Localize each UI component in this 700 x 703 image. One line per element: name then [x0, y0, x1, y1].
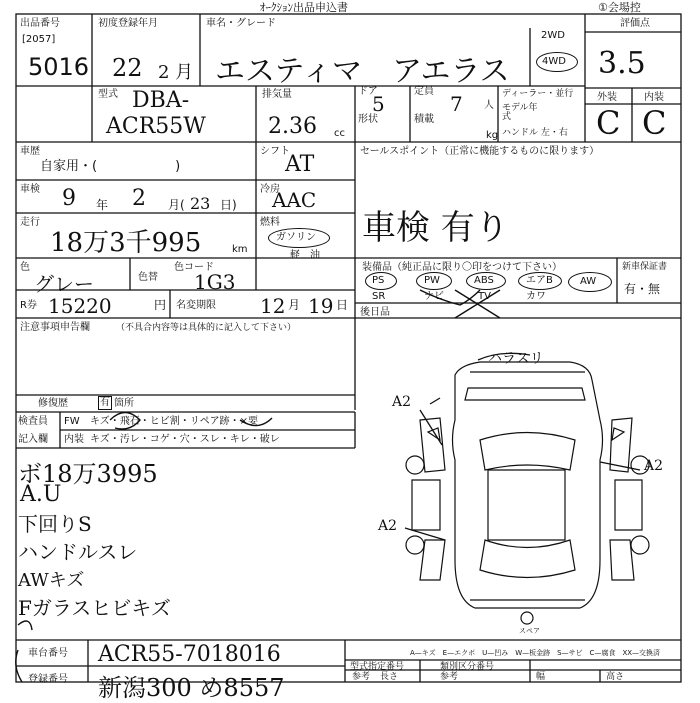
- load-label: 積載: [414, 114, 434, 125]
- new-car-warranty-value: 有・無: [624, 282, 661, 296]
- model-label: 型式: [98, 89, 118, 100]
- displacement-value: 2.36: [268, 114, 317, 139]
- handwritten-note-1: ボ18万3995: [18, 460, 158, 488]
- equipment-ps: PS: [372, 275, 385, 286]
- color-label: 色: [20, 262, 30, 273]
- chassis-number: ACR55-7018016: [98, 642, 281, 667]
- inspection-day-unit: 日): [220, 198, 237, 212]
- tax-deadline-day: 19: [308, 294, 334, 318]
- fuel-gasoline: ガソリン: [276, 232, 316, 243]
- vehicle-name: エスティマ アエラス: [215, 54, 510, 89]
- drive-2wd: 2WD: [541, 30, 565, 41]
- damage-legend: A—キズ E—エクボ U—凹み W—板金跡 S—サビ C—腐食 XX—交換済: [410, 649, 661, 657]
- diagram-mark-a2-front-left: A2: [392, 394, 412, 410]
- interior-label: 内装: [644, 92, 664, 103]
- repair-place-label: 箇所: [114, 398, 134, 409]
- capacity-unit: 人: [484, 100, 494, 111]
- mileage-value: 18万3千995: [50, 228, 202, 258]
- ref-label-1: 参考: [352, 672, 371, 682]
- sheet-title: ｵｰｸｼｮﾝ出品申込書: [260, 1, 348, 14]
- sales-point-label: セールスポイント（正常に機能するものに限ります）: [360, 146, 600, 157]
- capacity-label: 定員: [414, 86, 434, 97]
- handwritten-note-3: 下回りS: [18, 512, 92, 536]
- notes-sub: （不具合内容等は具体的に記入して下さい）: [116, 323, 297, 333]
- tax-deadline-day-unit: 日: [336, 298, 349, 312]
- load-unit: kg: [486, 130, 499, 141]
- score-value: 3.5: [598, 46, 646, 81]
- drive-4wd: 4WD: [542, 56, 566, 67]
- handle-label: ハンドル 左・右: [502, 128, 568, 138]
- ref-label-2: 参考: [440, 672, 459, 682]
- equipment-airbag: エアB: [526, 275, 553, 286]
- usage-label: 車歴: [20, 146, 40, 157]
- plate-label: 登録番号: [28, 674, 68, 685]
- tax-deadline-month: 12: [260, 294, 286, 318]
- equipment-abs: ABS: [474, 275, 494, 286]
- chassis-label: 車台番号: [28, 648, 68, 659]
- new-car-warranty-label: 新車保証書: [622, 262, 668, 272]
- equipment-sr: SR: [372, 291, 386, 302]
- inspection-year: 9: [62, 186, 76, 211]
- diagram-spare-label: スペア: [519, 627, 540, 635]
- equipment-pw: PW: [424, 275, 440, 286]
- color-value: グレー: [34, 272, 94, 296]
- equipment-leather: カワ: [526, 291, 546, 302]
- inspection-year-unit: 年: [96, 198, 109, 212]
- handwritten-note-5: AWキズ: [18, 570, 85, 591]
- inspector-fw-items: キズ・飛石・ヒビ割・リペア跡・×要: [90, 416, 258, 427]
- shape-label: 形状: [358, 114, 378, 125]
- equipment-aw: AW: [580, 276, 597, 287]
- equipment-nav: ナビ: [424, 291, 444, 302]
- tax-deadline-label: 名変期限: [176, 300, 216, 311]
- diagram-note-top: ハラスリ: [488, 351, 544, 367]
- vehicle-name-label: 車名・グレード: [206, 18, 276, 29]
- repair-label: 修復歴: [38, 398, 68, 409]
- ac-value: AAC: [272, 188, 317, 212]
- tax-deadline-month-unit: 月: [288, 298, 301, 312]
- registration-month: 2 月: [158, 62, 194, 83]
- interior-grade: C: [642, 104, 667, 142]
- handwritten-note-6: Fガラスヒビキズ: [18, 596, 171, 620]
- displacement-label: 排気量: [262, 89, 292, 100]
- mileage-unit: km: [232, 244, 248, 255]
- inspector-interior-head: 内装: [64, 434, 84, 445]
- dealer-label: ディーラー・並行: [502, 89, 574, 99]
- height-label: 高さ: [606, 672, 625, 682]
- later-items-label: 後日品: [360, 307, 390, 318]
- shift-value: AT: [285, 152, 315, 177]
- class-number-label: 類別区分番号: [440, 662, 495, 672]
- repair-box-value: 有: [100, 397, 110, 408]
- mileage-label: 走行: [20, 217, 40, 228]
- width-label: 幅: [536, 672, 546, 682]
- inspector-fw-head: FW: [64, 416, 80, 427]
- venue-copy-label: ①会場控: [598, 1, 641, 14]
- recycle-label: R券: [20, 300, 37, 311]
- recycle-value: 15220: [48, 294, 112, 318]
- inspector-entry-label: 記入欄: [18, 434, 48, 445]
- handwritten-note-2: A.U: [20, 482, 62, 507]
- lot-number: 5016: [28, 53, 90, 81]
- type-designation-label: 型式指定番号: [350, 662, 405, 672]
- color-code-value: 1G3: [194, 270, 236, 294]
- registration-year: 22: [112, 54, 143, 82]
- displacement-unit: cc: [334, 128, 345, 139]
- recycle-unit: 円: [154, 298, 167, 312]
- notes-label: 注意事項申告欄: [20, 322, 90, 333]
- equipment-tv: TV: [478, 291, 491, 302]
- inspector-interior-items: キズ・汚レ・コゲ・穴・スレ・キレ・破レ: [90, 434, 280, 445]
- plate-number: 新潟300 め8557: [98, 674, 285, 702]
- shift-label: シフト: [260, 146, 290, 157]
- fuel-label: 燃料: [260, 217, 280, 228]
- length-label: 長さ: [380, 672, 399, 682]
- diagram-mark-a2-right: A2: [644, 458, 664, 474]
- lot-number-label: 出品番号: [20, 18, 60, 29]
- capacity-value: 7: [450, 92, 463, 116]
- model-year-label: モデル年式: [502, 103, 538, 122]
- equipment-label: 装備品（純正品に限り〇印をつけて下さい）: [362, 262, 562, 273]
- model-code: ACR55W: [106, 114, 206, 139]
- lot-bracket-code: [2057]: [22, 34, 56, 45]
- color-change-label: 色替: [138, 272, 158, 283]
- inspector-label: 検査員: [18, 416, 48, 427]
- car-diagram: [406, 362, 649, 624]
- usage-value: 自家用・( ): [40, 159, 181, 174]
- exterior-grade: C: [596, 104, 621, 142]
- sales-point-value: 車検 有り: [362, 208, 509, 248]
- exterior-label: 外装: [597, 92, 617, 103]
- doors-value: 5: [372, 92, 385, 116]
- inspection-month-unit: 月(: [168, 198, 185, 212]
- inspection-day: 23: [190, 194, 211, 213]
- inspection-month: 2: [132, 186, 146, 211]
- diagram-mark-a2-rear-left: A2: [378, 518, 398, 534]
- ac-label: 冷房: [260, 184, 280, 195]
- score-label: 評価点: [620, 18, 650, 29]
- fuel-diesel: 軽 油: [290, 250, 320, 261]
- inspection-label: 車検: [20, 184, 40, 195]
- handwritten-note-4: ハンドルスレ: [18, 540, 138, 564]
- color-code-label: 色コード: [174, 262, 214, 273]
- model-prefix: DBA-: [132, 88, 190, 113]
- doors-label: ドア: [358, 86, 378, 97]
- first-registration-label: 初度登録年月: [98, 18, 158, 29]
